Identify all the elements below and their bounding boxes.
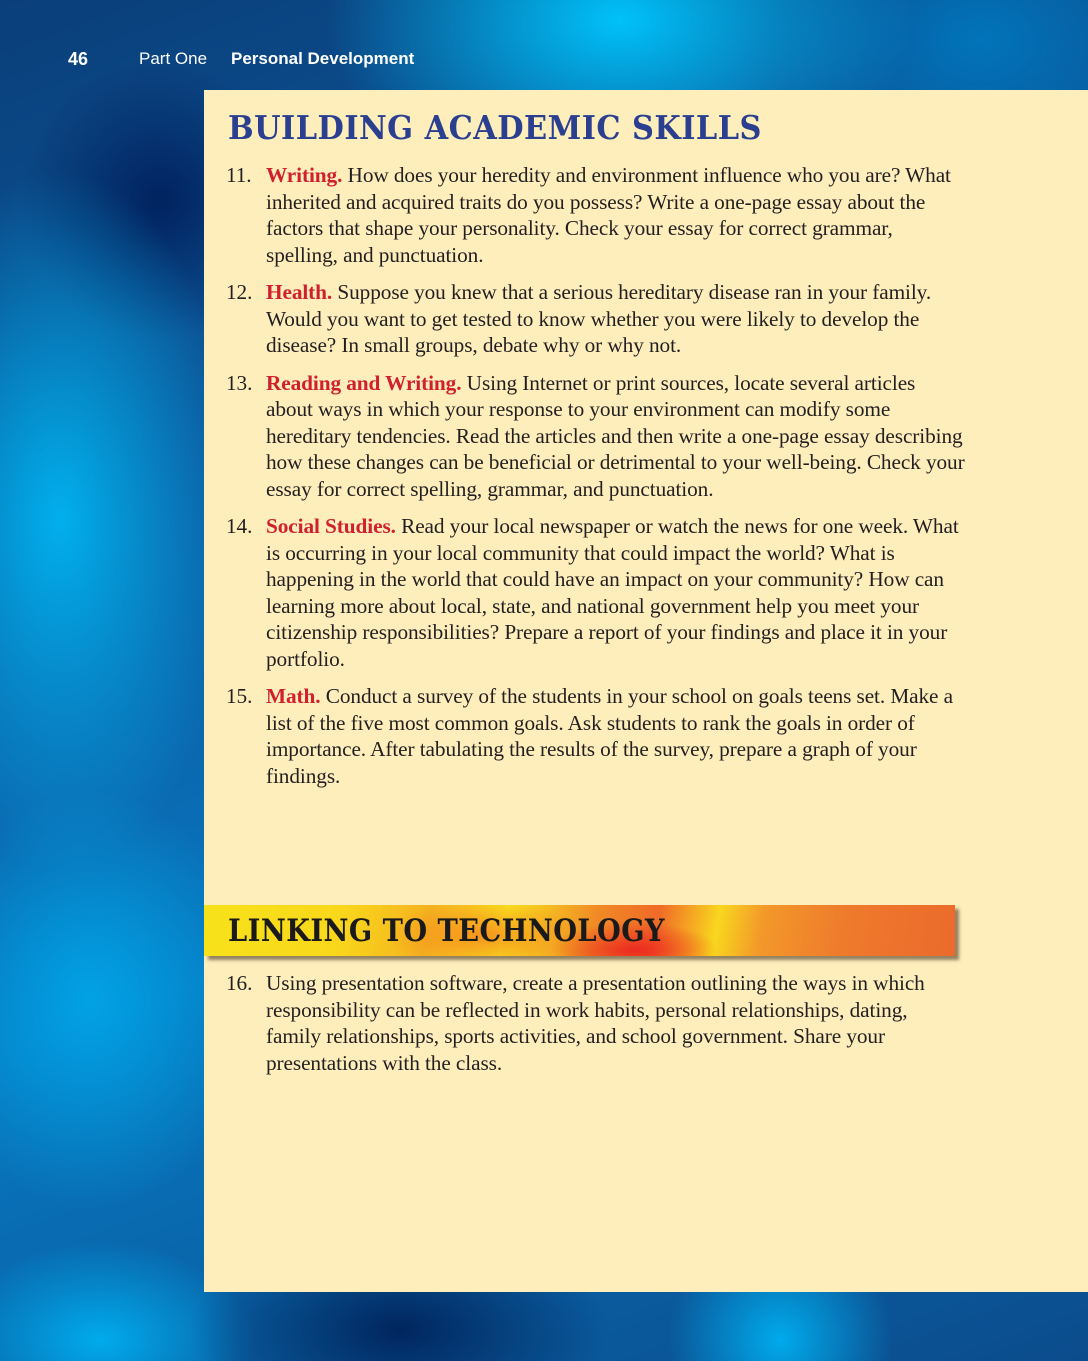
activity-text: Using Internet or print sources, locate several articles about ways in which your response to your environment can modify some hereditary tendencies. Read the articles and then write a one-page essay describing how these changes can be beneficial or detrimental to your well-being. Check your essay for correct spelling, grammar, and punctuation. xyxy=(266,370,965,501)
activity-text: Using presentation software, create a presentation outlining the ways in which responsibility can be reflected in work habits, personal relationships, dating, family relationships, sports activities, and school government. Share your presentations with the class. xyxy=(266,971,925,1075)
page-number: 46 xyxy=(68,49,89,69)
technology-list xyxy=(226,970,966,1087)
activity-item-social-studies xyxy=(226,513,966,672)
technology-banner xyxy=(204,905,955,956)
activity-item-presentation xyxy=(226,970,966,1076)
activity-number: 15. xyxy=(226,684,253,708)
activity-number: 11. xyxy=(226,163,252,187)
academic-skills-list xyxy=(226,162,966,800)
part-label: Part One xyxy=(139,49,208,68)
activity-item-health xyxy=(226,279,966,359)
activity-number: 14. xyxy=(226,514,253,538)
activity-text: Suppose you knew that a serious hereditary disease ran in your family. Would you want to get tested to know whether you were likely to develop the disease? In small groups, debate why or why not. xyxy=(266,280,932,357)
activity-text: How does your heredity and environment influence who you are? What inherited and acquired traits do you possess? Write a one-page essay about the factors that shape your personality. Check your essay for correct grammar, spelling, and punctuation. xyxy=(266,163,951,267)
section-title-academic-skills: BUILDING ACADEMIC SKILLS xyxy=(228,108,762,147)
activities-panel xyxy=(204,90,1088,1292)
activity-item-reading-writing xyxy=(226,370,966,503)
activity-number: 12. xyxy=(226,280,253,304)
section-title-technology: LINKING TO TECHNOLOGY xyxy=(228,913,665,949)
activity-item-math xyxy=(226,683,966,789)
activity-subject: Social Studies. xyxy=(266,514,396,538)
activity-text: Conduct a survey of the students in your school on goals teens set. Make a list of the five most common goals. Ask students to rank the goals in order of importance. After tabulating the results of the survey, prepare a graph of your findings. xyxy=(266,684,953,788)
activity-text: Read your local newspaper or watch the news for one week. What is occurring in your local community that could impact the world? What is happening in the world that could have an impact on your community? How can learning more about local, state, and national government help you meet your citizenship responsibilities? Prepare a report of your findings and place it in your portfolio. xyxy=(266,514,959,671)
activity-item-writing xyxy=(226,162,966,268)
activity-subject: Reading and Writing. xyxy=(266,370,462,395)
activity-number: 13. xyxy=(226,370,253,395)
activity-subject: Health. xyxy=(266,280,333,304)
chapter-label: Personal Development xyxy=(231,49,415,68)
activity-subject: Writing. xyxy=(266,163,343,187)
activity-number: 16. xyxy=(226,971,253,995)
activity-subject: Math. xyxy=(266,684,321,708)
